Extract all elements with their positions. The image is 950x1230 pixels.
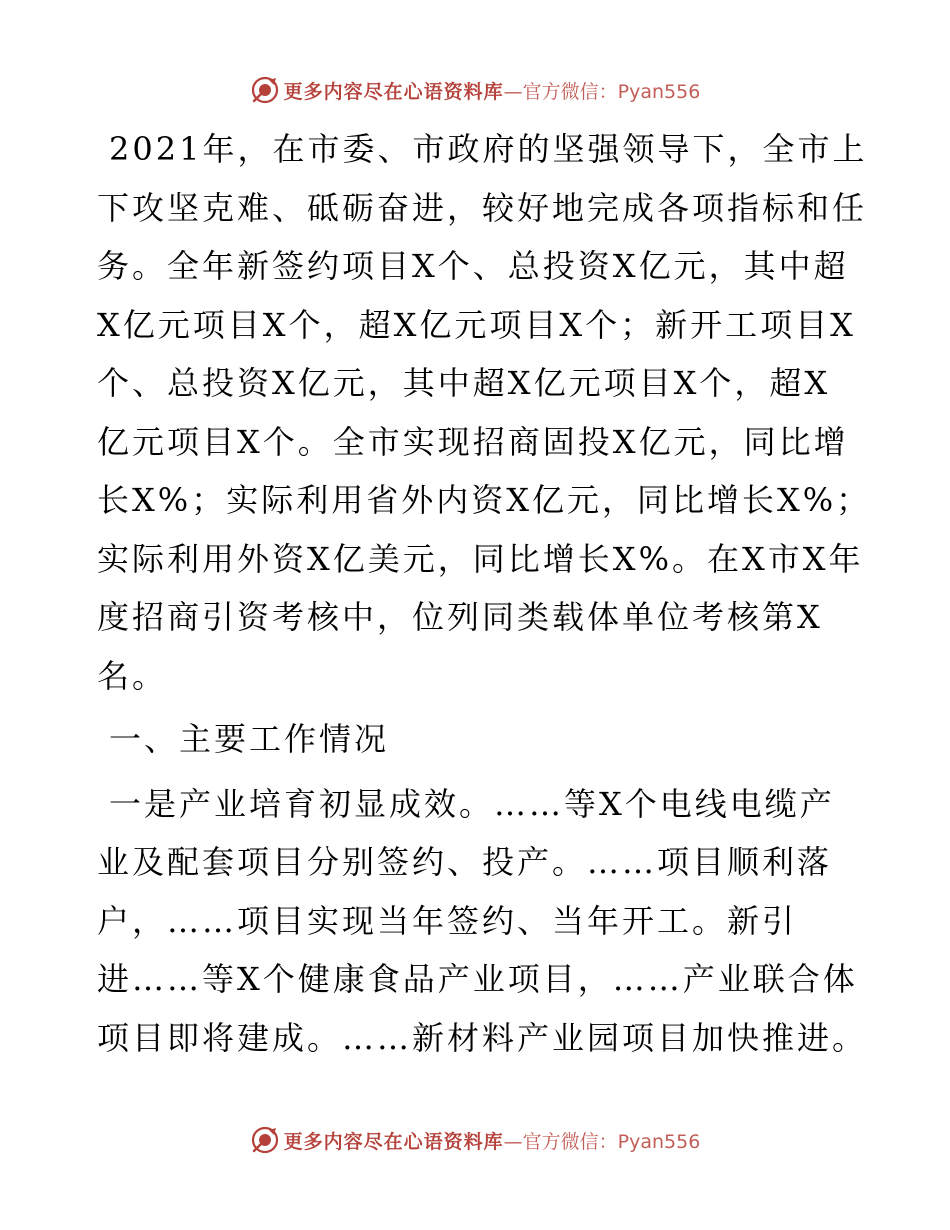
work-line: 户，……项目实现当年签约、当年开工。新引 <box>97 901 798 940</box>
work-paragraph <box>97 775 868 1068</box>
intro-line: 亿元项目X个。全市实现招商固投X亿元，同比增 <box>97 422 849 461</box>
intro-line: 2021年，在市委、市政府的坚强领导下，全市上 <box>109 130 868 168</box>
intro-line: 个、总投资X亿元，其中超X亿元项目X个，超X <box>97 364 831 402</box>
watermark-banner-bottom <box>0 1120 950 1160</box>
intro-line: 下攻坚克难、砥砺奋进，较好地完成各项指标和任 <box>97 188 868 227</box>
work-line: 进……等X个健康食品产业项目，……产业联合体 <box>97 960 858 998</box>
intro-line: 名。 <box>97 656 168 695</box>
pen-logo-icon <box>250 75 280 105</box>
intro-line: 长X%；实际利用省外内资X亿元，同比增长X%； <box>97 481 872 519</box>
work-line: 一是产业培育初显成效。……等X个电线电缆产 <box>109 784 835 823</box>
intro-line: X亿元项目X个，超X亿元项目X个；新开工项目X <box>97 305 856 344</box>
watermark-banner-top <box>0 70 950 110</box>
pen-logo-icon <box>250 1125 280 1155</box>
work-line: 项目即将建成。……新材料产业园项目加快推进。 <box>97 1018 868 1057</box>
watermark-sub-text: —官方微信：Pyan556 <box>503 80 701 103</box>
watermark-main-text: 更多内容尽在心语资料库 <box>283 1130 504 1153</box>
intro-line: 务。全年新签约项目X个、总投资X亿元，其中超 <box>97 247 849 285</box>
work-line: 业及配套项目分别签约、投产。……项目顺利落 <box>97 843 833 881</box>
document-body <box>97 120 872 1067</box>
intro-paragraph <box>97 120 872 705</box>
intro-line: 度招商引资考核中，位列同类载体单位考核第X <box>97 598 823 636</box>
watermark-main-text: 更多内容尽在心语资料库 <box>283 80 504 103</box>
intro-line: 实际利用外资X亿美元，同比增长X%。在X市X年 <box>97 539 864 578</box>
watermark-sub-text: —官方微信：Pyan556 <box>503 1130 701 1153</box>
section-heading: 一、主要工作情况 <box>109 720 390 758</box>
